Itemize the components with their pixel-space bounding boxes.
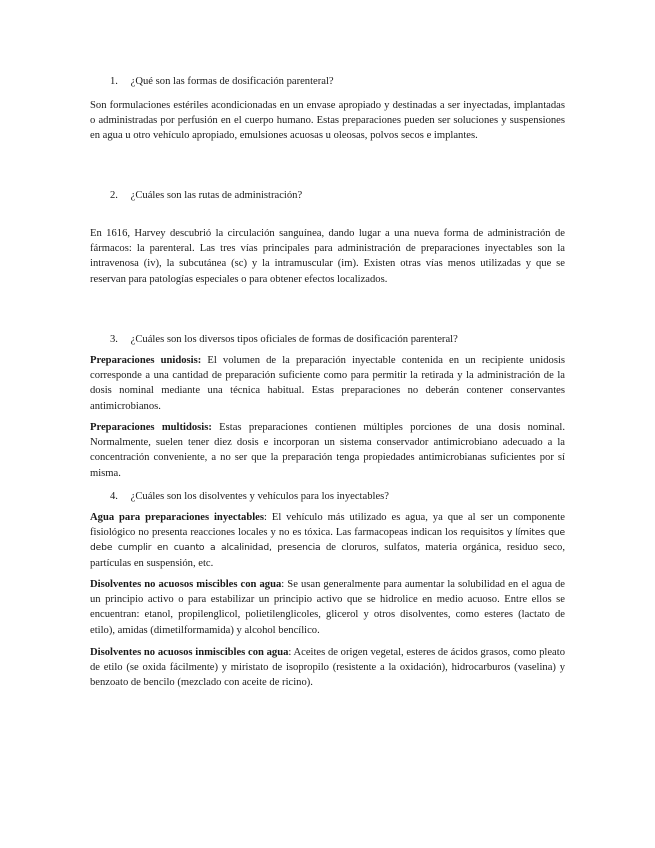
answer-agua [90,510,565,571]
inmiscibles-title: Disolventes no acuosos inmiscibles con agua [90,647,289,658]
answer-miscibles [90,577,565,638]
question-1 [110,75,565,89]
agua-text-sans: requisitos y límites que debe cumplir en cuanto a alcalinidad, presencia [90,527,565,554]
question-3-number: 3. [110,334,118,345]
inmiscibles-text: : Aceites de origen vegetal, esteres de ácidos grasos, como pleato de etilo (se oxida fácilmente) y miristato de isopropilo (resistente a la oxidación), hidrocarburos (vaselina) y benzoato de bencilo (mezclado con aceite de ricino). [90,647,565,689]
agua-title: Agua para preparaciones inyectables [90,512,265,523]
answer-2: En 1616, Harvey descubrió la circulación sanguínea, dando lugar a una nueva forma de administración de fármacos: la parenteral. Las tres vías principales para administración de preparaciones inyectables son la intravenosa (iv), la subcutánea (sc) y la intramuscular (im). Existen otras vías menos utilizadas y que se reservan para patologías especiales o para obtener efectos localizados. [90,228,565,285]
question-2-text: ¿Cuáles son las rutas de administración? [130,190,303,201]
question-1-text: ¿Qué son las formas de dosificación parenteral? [130,76,334,87]
question-2 [110,189,565,203]
multidosis-title: Preparaciones multidosis: [90,422,212,433]
question-1-number: 1. [110,76,118,87]
unidosis-text: El volumen de la preparación inyectable contenida en un recipiente unidosis corresponde a una cantidad de preparación suficiente como para permitir la retirada y la administración de la dosis nominal mediante una técnica habitual. Estas preparaciones no deberán contener conservantes antimicrobianos. [90,355,566,412]
miscibles-text: : Se usan generalmente para aumentar la solubilidad en el agua de un principio activo o para estabilizar un principio activo que se hidrolice en medio acuoso. Entre ellos se encuentran: etanol, propilenglicol, polietilenglicoles, glicerol y otros disolventes, como esteres (lactato de etilo), amidas (dimetilformamida) y alcohol bencílico. [90,579,565,636]
question-4-text: ¿Cuáles son los disolventes y vehículos para los inyectables? [130,491,389,502]
miscibles-title: Disolventes no acuosos miscibles con agua [90,579,282,590]
agua-text-1: : El vehículo más utilizado es agua, ya que al ser un componente fisiológico no presenta reacciones locales y no es tóxica. Las farmacopeas indican los [90,512,565,539]
agua-text-2: de cloruros, sulfatos, materia orgánica, residuo seco, partículas en suspensión, etc. [90,542,565,569]
question-3-text: ¿Cuáles son los diversos tipos oficiales de formas de dosificación parenteral? [130,334,458,345]
answer-unidosis [90,353,565,414]
answer-inmiscibles [90,645,565,691]
answer-multidosis [90,420,565,481]
question-3 [110,333,565,347]
unidosis-title: Preparaciones unidosis: [90,355,202,366]
question-4 [110,490,565,504]
answer-1: Son formulaciones estériles acondicionadas en un envase apropiado y destinadas a ser inyectadas, implantadas o administradas por perfusión en el cuerpo humano. Estas preparaciones pueden ser soluciones y suspensiones en agua u otro vehículo apropiado, emulsiones acuosas u oleosas, polvos secos e implantes. [90,100,565,142]
question-4-number: 4. [110,491,118,502]
multidosis-text: Estas preparaciones contienen múltiples porciones de una dosis nominal. Normalmente, suelen tener diez dosis e incorporan un sistema conservador antimicrobiano adecuado a la concentración conveniente, a no ser que la preparación tenga propiedades antimicrobianas suficientes por sí misma. [90,422,565,479]
question-2-number: 2. [110,190,118,201]
